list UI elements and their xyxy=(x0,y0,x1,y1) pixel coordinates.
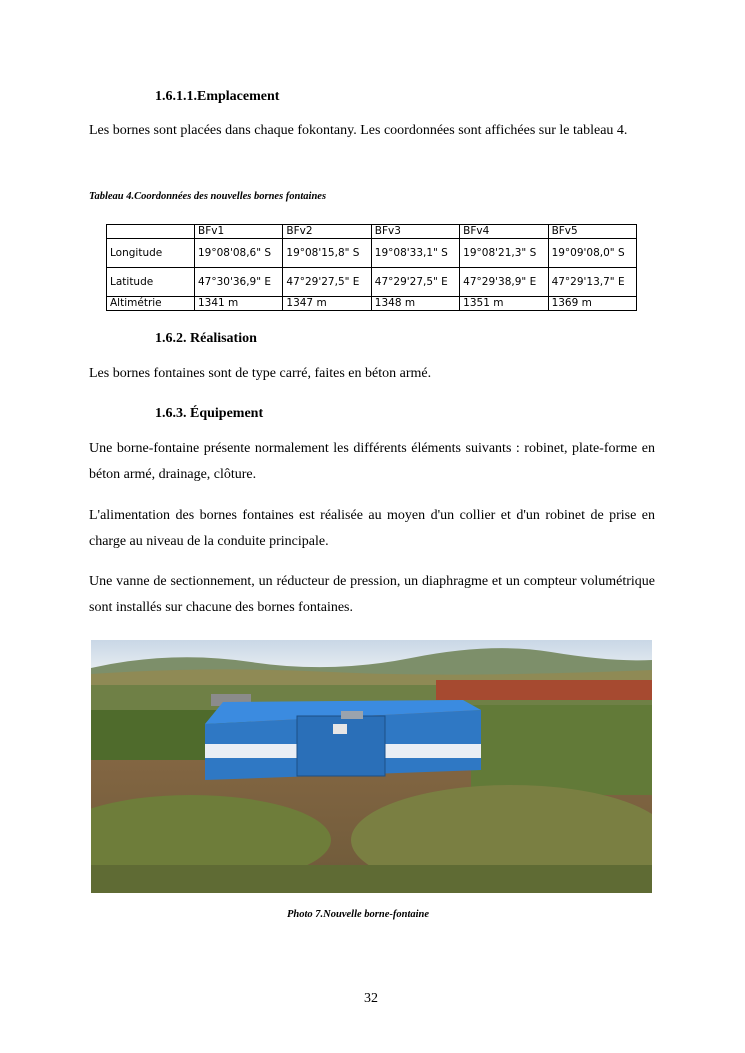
table-header-cell: BFv3 xyxy=(371,225,459,239)
table-cell: Longitude xyxy=(107,239,195,268)
table-row xyxy=(107,297,637,311)
table-cell: 19°08'33,1" S xyxy=(371,239,459,268)
table-cell: 19°08'21,3" S xyxy=(460,239,548,268)
table-cell: 47°29'27,5" E xyxy=(371,268,459,297)
table-row xyxy=(107,268,637,297)
photo-caption: Photo 7.Nouvelle borne-fontaine xyxy=(287,909,430,920)
borne-fontaine-photo xyxy=(91,640,652,893)
paragraph-realisation: Les bornes fontaines sont de type carré, faites en béton armé. xyxy=(89,366,432,381)
table-cell: Altimétrie xyxy=(107,297,195,311)
section-heading-realisation: 1.6.2. Réalisation xyxy=(155,331,257,346)
table-cell: 47°29'13,7" E xyxy=(548,268,636,297)
table-cell: 1347 m xyxy=(283,297,371,311)
paragraph-equipement-1: Une borne-fontaine présente normalement les différents éléments suivants : robinet, plate-forme en béton armé, drainage, clôture. xyxy=(89,441,655,482)
section-heading-equipement: 1.6.3. Équipement xyxy=(155,406,264,421)
table-caption: Tableau 4.Coordonnées des nouvelles bornes fontaines xyxy=(89,191,327,202)
section-heading-emplacement: 1.6.1.1.Emplacement xyxy=(155,89,280,104)
table-cell: 47°29'27,5" E xyxy=(283,268,371,297)
table-cell: 1348 m xyxy=(371,297,459,311)
table-header-cell xyxy=(107,225,195,239)
coordinates-table xyxy=(106,224,637,311)
table-cell: 47°29'38,9" E xyxy=(460,268,548,297)
table-header-cell: BFv2 xyxy=(283,225,371,239)
table-cell: 1341 m xyxy=(195,297,283,311)
table-cell: 19°08'08,6" S xyxy=(195,239,283,268)
table-header-row xyxy=(107,225,637,239)
table-header-cell: BFv4 xyxy=(460,225,548,239)
paragraph-emplacement: Les bornes sont placées dans chaque fokontany. Les coordonnées sont affichées sur le tableau 4. xyxy=(89,123,628,138)
table-cell: 1369 m xyxy=(548,297,636,311)
table-cell: 19°08'15,8" S xyxy=(283,239,371,268)
table-cell: 47°30'36,9" E xyxy=(195,268,283,297)
page-number: 32 xyxy=(364,991,378,1006)
table-cell: Latitude xyxy=(107,268,195,297)
table-header-cell: BFv5 xyxy=(548,225,636,239)
paragraph-equipement-3: Une vanne de sectionnement, un réducteur de pression, un diaphragme et un compteur volumétrique sont installés sur chacune des bornes fontaines. xyxy=(89,574,655,615)
paragraph-equipement-2: L'alimentation des bornes fontaines est réalisée au moyen d'un collier et d'un robinet de prise en charge au niveau de la conduite principale. xyxy=(89,508,655,549)
table-header-cell: BFv1 xyxy=(195,225,283,239)
table-cell: 1351 m xyxy=(460,297,548,311)
table-cell: 19°09'08,0" S xyxy=(548,239,636,268)
table-row xyxy=(107,239,637,268)
